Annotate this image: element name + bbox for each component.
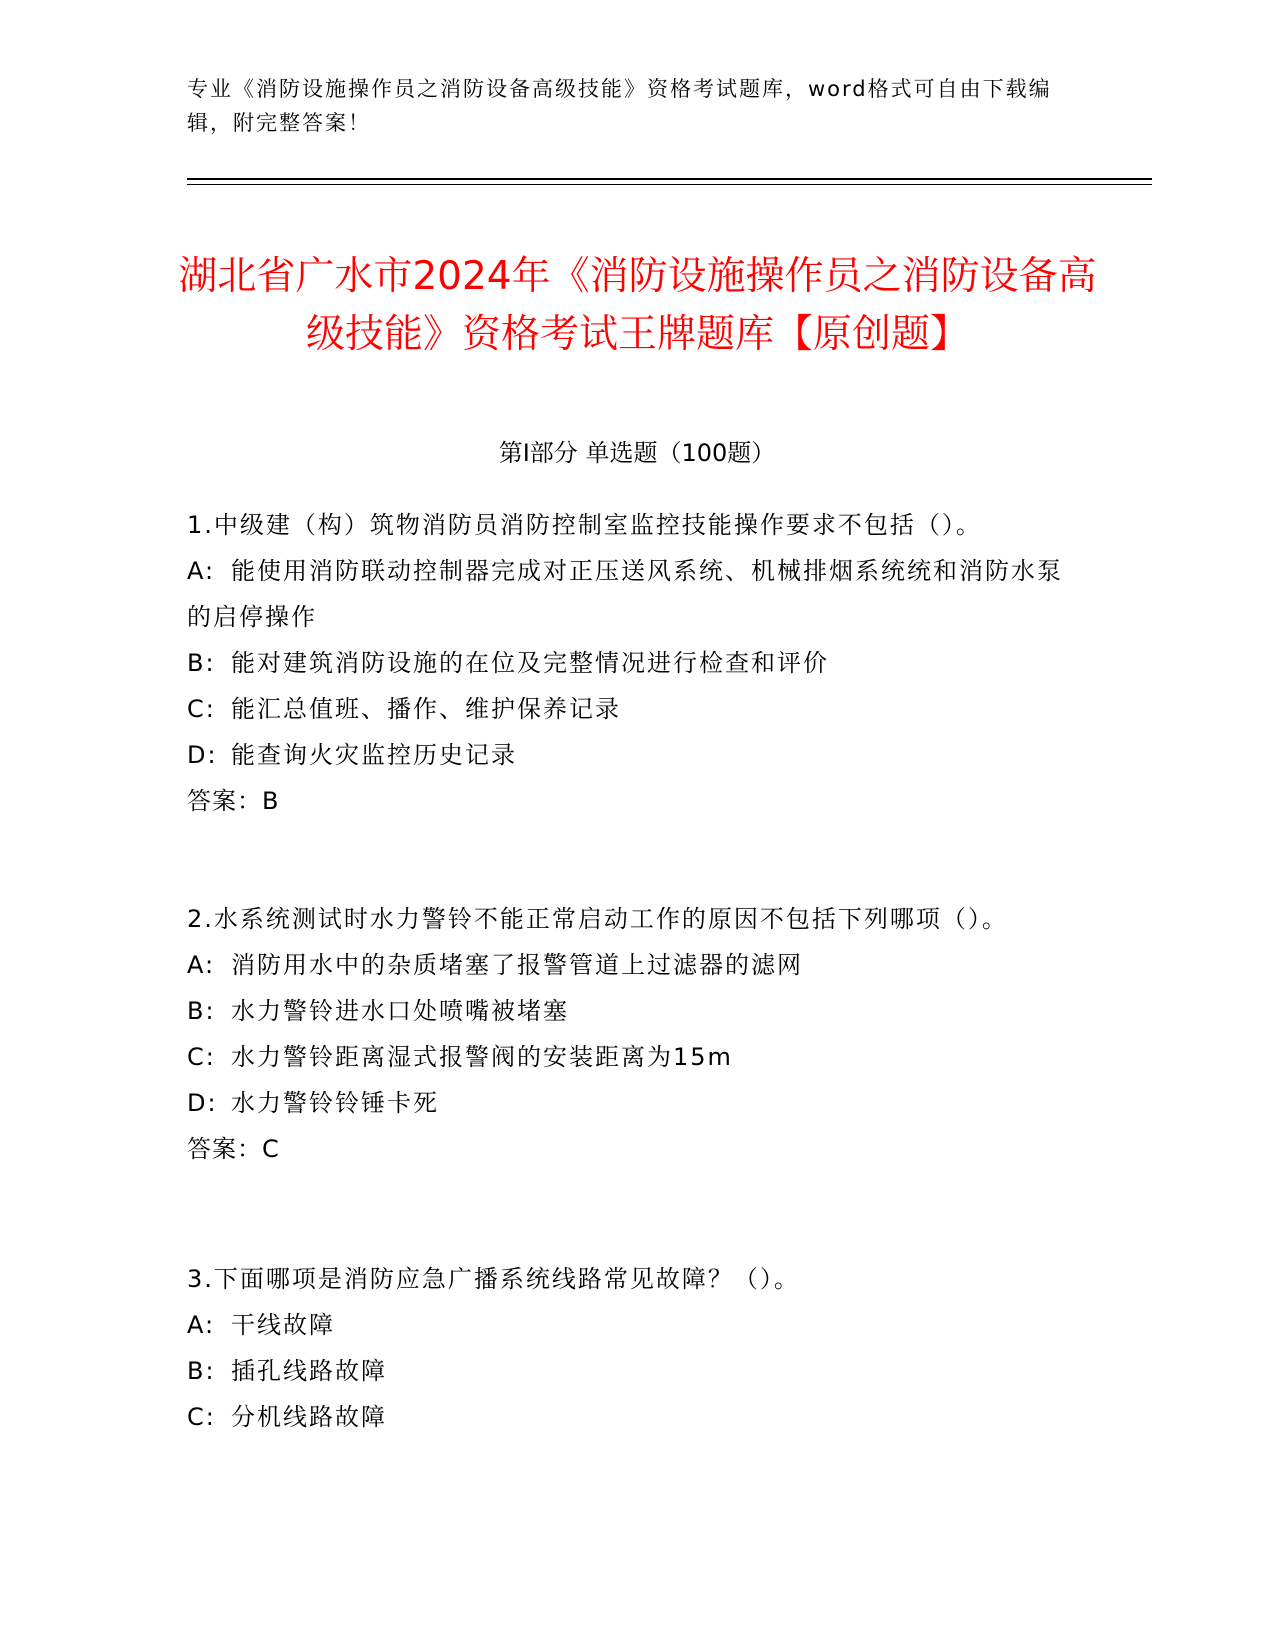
option-letter: C: xyxy=(187,695,216,723)
document-title: 湖北省广水市2024年《消防设施操作员之消防设备高级技能》资格考试王牌题库【原创题】 xyxy=(178,254,1097,358)
section-title: 第Ⅰ部分 单选题（100题） xyxy=(498,439,776,467)
question-2 xyxy=(187,896,1072,1172)
header-note: 专业《消防设施操作员之消防设备高级技能》资格考试题库，word格式可自由下载编辑，附完整答案！ xyxy=(187,77,1052,135)
option-letter: C: xyxy=(187,1403,216,1431)
option-d xyxy=(187,732,1072,778)
option-b xyxy=(187,1348,1072,1394)
option-text: 能对建筑消防设施的在位及完整情况进行检查和评价 xyxy=(231,649,829,677)
option-letter: A: xyxy=(187,557,216,585)
option-text: 水力警铃距离湿式报警阀的安装距离为15m xyxy=(231,1043,733,1071)
question-3 xyxy=(187,1256,1072,1440)
header-divider-thick xyxy=(187,178,1152,180)
option-b xyxy=(187,988,1072,1034)
option-text: 分机线路故障 xyxy=(231,1403,387,1431)
option-c xyxy=(187,1394,1072,1440)
option-text: 水力警铃进水口处喷嘴被堵塞 xyxy=(231,997,569,1025)
header-divider-thin xyxy=(187,184,1152,185)
answer: 答案：B xyxy=(187,787,280,815)
option-letter: D: xyxy=(187,741,218,769)
option-text: 消防用水中的杂质堵塞了报警管道上过滤器的滤网 xyxy=(231,951,803,979)
option-letter: A: xyxy=(187,1311,216,1339)
option-a xyxy=(187,1302,1072,1348)
option-text: 水力警铃铃锤卡死 xyxy=(231,1089,439,1117)
question-stem: 2.水系统测试时水力警铃不能正常启动工作的原因不包括下列哪项（）。 xyxy=(187,905,1008,933)
question-1 xyxy=(187,502,1072,824)
answer: 答案：C xyxy=(187,1135,280,1163)
option-text: 能使用消防联动控制器完成对正压送风系统、机械排烟系统统和消防水泵的启停操作 xyxy=(187,557,1063,631)
option-text: 干线故障 xyxy=(231,1311,335,1339)
question-stem: 1.中级建（构）筑物消防员消防控制室监控技能操作要求不包括（）。 xyxy=(187,511,982,539)
option-a xyxy=(187,942,1072,988)
option-letter: D: xyxy=(187,1089,218,1117)
option-c xyxy=(187,686,1072,732)
question-stem: 3.下面哪项是消防应急广播系统线路常见故障？（）。 xyxy=(187,1265,800,1293)
option-a xyxy=(187,548,1072,640)
option-d xyxy=(187,1080,1072,1126)
option-text: 能查询火灾监控历史记录 xyxy=(231,741,517,769)
option-letter: B: xyxy=(187,1357,216,1385)
option-letter: B: xyxy=(187,649,216,677)
option-letter: B: xyxy=(187,997,216,1025)
option-b xyxy=(187,640,1072,686)
option-text: 能汇总值班、播作、维护保养记录 xyxy=(231,695,621,723)
option-letter: A: xyxy=(187,951,216,979)
option-letter: C: xyxy=(187,1043,216,1071)
option-text: 插孔线路故障 xyxy=(231,1357,387,1385)
option-c xyxy=(187,1034,1072,1080)
